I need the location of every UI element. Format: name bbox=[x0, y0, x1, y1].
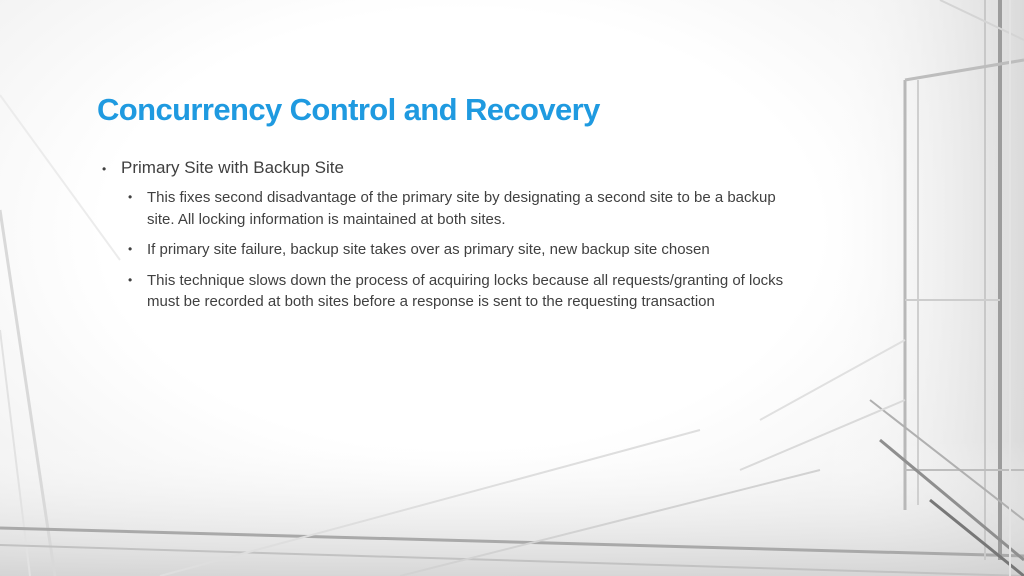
sub-bullet-failover bbox=[100, 239, 800, 261]
sub-bullet-lock-overhead bbox=[100, 270, 800, 313]
sub-bullet-backup-designation bbox=[100, 187, 800, 230]
sub-bullet-text: If primary site failure, backup site takes over as primary site, new backup site chosen bbox=[147, 241, 710, 258]
slide-title: Concurrency Control and Recovery bbox=[97, 92, 600, 127]
bullet-dot-icon: • bbox=[128, 242, 133, 256]
bullet-dot-icon: • bbox=[128, 272, 133, 287]
sub-bullet-text: This technique slows down the process of acquiring locks because all requests/granting of locks must be recorded at both sites before a response is sent to the requesting transaction bbox=[147, 271, 784, 310]
bullet-primary-site-with-backup bbox=[100, 156, 800, 180]
bullet-dot-icon: • bbox=[102, 162, 107, 176]
sub-bullet-text: This fixes second disadvantage of the primary site by designating a second site to be a backup site. All locking information is maintained at both sites. bbox=[147, 189, 776, 228]
bullet-dot-icon: • bbox=[128, 190, 133, 204]
slide-content bbox=[100, 156, 800, 322]
bullet-text: Primary Site with Backup Site bbox=[121, 158, 344, 177]
